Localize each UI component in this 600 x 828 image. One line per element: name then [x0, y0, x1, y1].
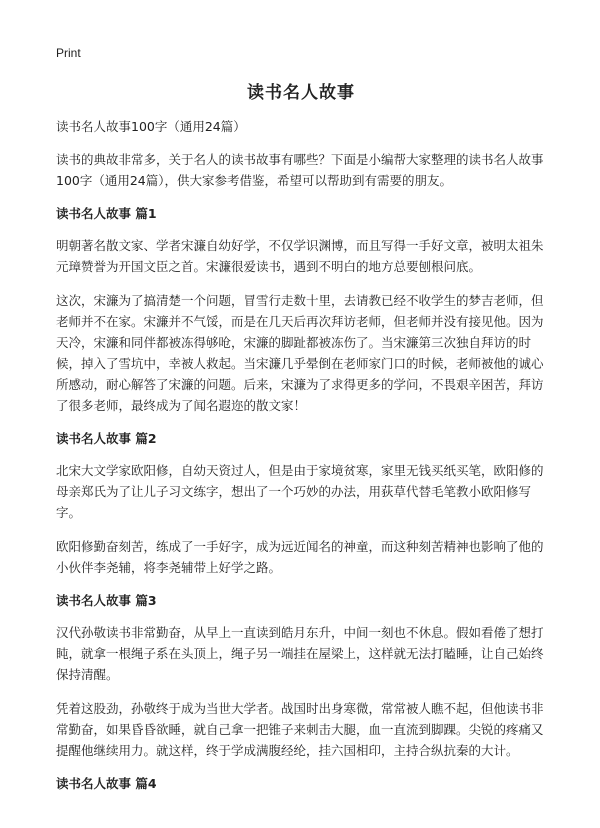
section-heading-1: 读书名人故事 篇1 — [56, 206, 157, 221]
article-subtitle: 读书名人故事100字（通用24篇） — [56, 119, 246, 134]
section-heading-2: 读书名人故事 篇2 — [56, 431, 157, 446]
article — [56, 70, 546, 805]
section-heading-3: 读书名人故事 篇3 — [56, 593, 157, 608]
section-1-paragraph-2: 这次，宋濂为了搞清楚一个问题，冒雪行走数十里，去请教已经不收学生的梦吉老师，但老师并不在家。宋濂并不气馁，而是在几天后再次拜访老师，但老师并没有接见他。因为天冷，宋濂和同伴都被冻得够呛，宋濂的脚趾都被冻伤了。当宋濂第三次独自拜访的时候，掉入了雪坑中，幸被人救起。当宋濂几乎晕倒在老师家门口的时候，老师被他的诚心所感动，耐心解答了宋濂的问题。后来，宋濂为了求得更多的学问，不畏艰辛困苦，拜访了很多老师，最终成为了闻名遐迩的散文家！ — [56, 293, 544, 413]
section-1-paragraph-1: 明朝著名散文家、学者宋濂自幼好学，不仅学识渊博，而且写得一手好文章，被明太祖朱元璋赞誉为开国文臣之首。宋濂很爱读书，遇到不明白的地方总要刨根问底。 — [56, 238, 544, 274]
page-title: 读书名人故事 — [247, 83, 355, 103]
section-heading-4: 读书名人故事 篇4 — [56, 776, 157, 791]
intro-paragraph: 读书的典故非常多，关于名人的读书故事有哪些？下面是小编帮大家整理的读书名人故事100字（通用24篇），供大家参考借鉴，希望可以帮助到有需要的朋友。 — [56, 152, 544, 188]
print-link[interactable]: Print — [56, 46, 81, 60]
section-2-paragraph-2: 欧阳修勤奋刻苦，练成了一手好字，成为远近闻名的神童，而这种刻苦精神也影响了他的小伙伴李尧辅，将李尧辅带上好学之路。 — [56, 539, 544, 575]
section-3-paragraph-2: 凭着这股劲，孙敬终于成为当世大学者。战国时出身寒微，常常被人瞧不起，但他读书非常勤奋，如果昏昏欲睡，就自己拿一把锥子来刺击大腿，血一直流到脚踝。尖锐的疼痛又提醒他继续用力。就这样，终于学成满腹经纶，挂六国相印，主持合纵抗秦的大计。 — [56, 701, 544, 758]
section-2-paragraph-1: 北宋大文学家欧阳修，自幼天资过人，但是由于家境贫寒，家里无钱买纸买笔，欧阳修的母亲郑氏为了让儿子习文练字，想出了一个巧妙的办法，用荻草代替毛笔教小欧阳修写字。 — [56, 463, 544, 520]
section-3-paragraph-1: 汉代孙敬读书非常勤奋，从早上一直读到皓月东升，中间一刻也不休息。假如看倦了想打盹，就拿一根绳子系在头顶上，绳子另一端挂在屋梁上，这样就无法打瞌睡，让自己始终保持清醒。 — [56, 625, 544, 682]
